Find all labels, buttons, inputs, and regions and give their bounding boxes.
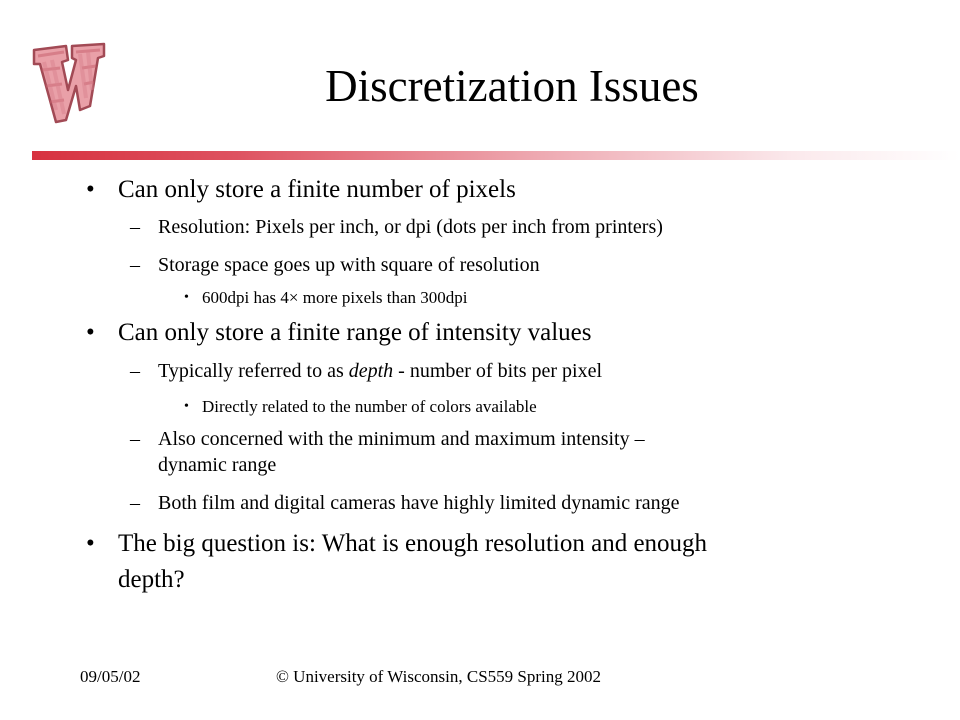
bullet-dot: • xyxy=(184,290,189,305)
bullet-dash: – xyxy=(130,360,140,382)
bullet-dash: – xyxy=(130,492,140,514)
bullet-text-line2: depth? xyxy=(118,566,185,593)
footer-copyright: © University of Wisconsin, CS559 Spring 2002 xyxy=(276,667,602,686)
slide-title: Discretization Issues xyxy=(325,61,699,111)
depth-term: depth xyxy=(348,360,394,382)
bullet-dot: • xyxy=(86,176,95,203)
bullet-dot: • xyxy=(86,530,95,557)
subbullet-cameras xyxy=(130,490,680,516)
subbullet-dynamic-range-cont xyxy=(158,452,276,478)
subbullet-resolution xyxy=(130,214,663,240)
bullet-text: Can only store a finite number of pixels xyxy=(118,176,516,203)
subbullet-text-post: - number of bits per pixel xyxy=(393,360,603,382)
subbullet-text-line2: dynamic range xyxy=(158,454,277,476)
subsubbullet-600dpi xyxy=(184,287,468,309)
subbullet-text: Resolution: Pixels per inch, or dpi (dots per inch from printers) xyxy=(158,216,663,238)
subbullet-storage-space xyxy=(130,252,540,278)
subbullet-text: Both film and digital cameras have highly limited dynamic range xyxy=(158,492,680,514)
bullet-dash: – xyxy=(130,428,140,450)
subsubbullet-text: 600dpi has 4× more pixels than 300dpi xyxy=(202,288,468,307)
subbullet-dynamic-range xyxy=(130,426,645,452)
subbullet-text-pre: Typically referred to as xyxy=(158,360,349,382)
subbullet-text-line1: Also concerned with the minimum and maximum intensity – xyxy=(158,428,645,450)
subsubbullet-text: Directly related to the number of colors available xyxy=(202,397,537,416)
bullet-finite-pixels xyxy=(86,174,516,206)
bullet-dot: • xyxy=(86,319,95,346)
bullet-dash: – xyxy=(130,254,140,276)
footer-date: 09/05/02 xyxy=(80,667,141,686)
bullet-big-question xyxy=(86,528,708,560)
bullet-dot: • xyxy=(184,399,189,414)
subbullet-text: Storage space goes up with square of resolution xyxy=(158,254,540,276)
bullet-text-line1: The big question is: What is enough resolution and enough xyxy=(118,530,708,557)
bullet-dash: – xyxy=(130,216,140,238)
bullet-text: Can only store a finite range of intensity values xyxy=(118,319,592,346)
bullet-intensity-range xyxy=(86,317,592,349)
subsubbullet-colors xyxy=(184,396,537,418)
subbullet-depth xyxy=(130,358,603,384)
bullet-big-question-cont xyxy=(118,564,185,596)
